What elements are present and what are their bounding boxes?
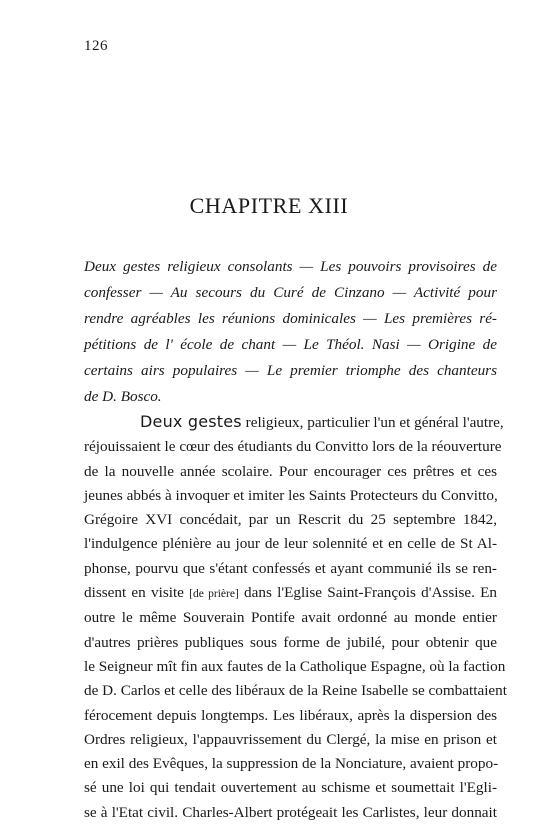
body-line: l'indulgence plénière au jour de leur solennité et en celle de St Al- xyxy=(84,535,497,553)
first-line-rest: religieux, particulier l'un et général l'autre, xyxy=(241,414,504,431)
body-line: se à l'Etat civil. Charles-Albert protégeait les Carlistes, leur donnait xyxy=(84,803,497,821)
chapter-title: CHAPITRE XIII xyxy=(189,193,349,218)
body-line: réjouissaient le cœur des étudiants du Convitto lors de la réouverture xyxy=(84,438,502,456)
body-line: Grégoire XVI concédait, par un Rescrit du 25 septembre 1842, xyxy=(84,511,497,529)
opening-words: Deux gestes xyxy=(140,412,242,431)
line-part: dans l'Eglise Saint-François d'Assise. En xyxy=(238,584,498,602)
body-line: outre le même Souverain Pontife avait ordonné au monde entier xyxy=(84,609,497,627)
body-line: de D. Carlos et celle des libéraux de la Reine Isabelle se combattaient xyxy=(84,682,507,700)
body-line: Ordres religieux, l'appauvrissement du Clergé, la mise en prison et xyxy=(84,730,497,748)
bracket-note: [de prière] xyxy=(189,588,239,601)
body-line: sé une loi qui tendait ouvertement au schisme et soumettait l'Egli- xyxy=(84,779,497,797)
body-line: jeunes abbés à invoquer et imiter les Saints Protecteurs du Convitto, xyxy=(84,486,498,504)
body-line-first xyxy=(84,410,504,435)
body-line: d'autres prières publiques sous forme de jubilé, pour obtenir que xyxy=(84,633,497,651)
body-line: de la nouvelle année scolaire. Pour encourager ces prêtres et ces xyxy=(84,462,497,480)
body-line xyxy=(84,581,497,606)
line-part: dissent en visite xyxy=(84,584,190,602)
body-line: le Seigneur mît fin aux fautes de la Catholique Espagne, où la faction xyxy=(84,657,506,675)
summary-line: confesser — Au secours du Curé de Cinzano — Activité pour xyxy=(84,284,497,301)
summary-line: certains airs populaires — Le premier triomphe des chanteurs xyxy=(84,362,497,379)
summary-line: Deux gestes religieux consolants — Les pouvoirs provisoires de xyxy=(84,258,497,275)
page-number: 126 xyxy=(84,38,108,54)
body-text xyxy=(84,410,507,825)
summary-line: pétitions de l' école de chant — Le Théol. Nasi — Origine de xyxy=(84,336,497,353)
body-line: férocement depuis longtemps. Les libéraux, après la dispersion des xyxy=(84,706,497,724)
body-line: en exil des Evêques, la suppression de la Nonciature, avaient propo- xyxy=(84,755,499,773)
summary-line: de D. Bosco. xyxy=(84,388,162,405)
body-line: phonse, pourvu que s'étant confessés et ayant communié ils se ren- xyxy=(84,559,497,577)
chapter-summary xyxy=(84,254,497,410)
summary-line: rendre agréables les réunions dominicales — Les premières ré- xyxy=(84,310,497,327)
